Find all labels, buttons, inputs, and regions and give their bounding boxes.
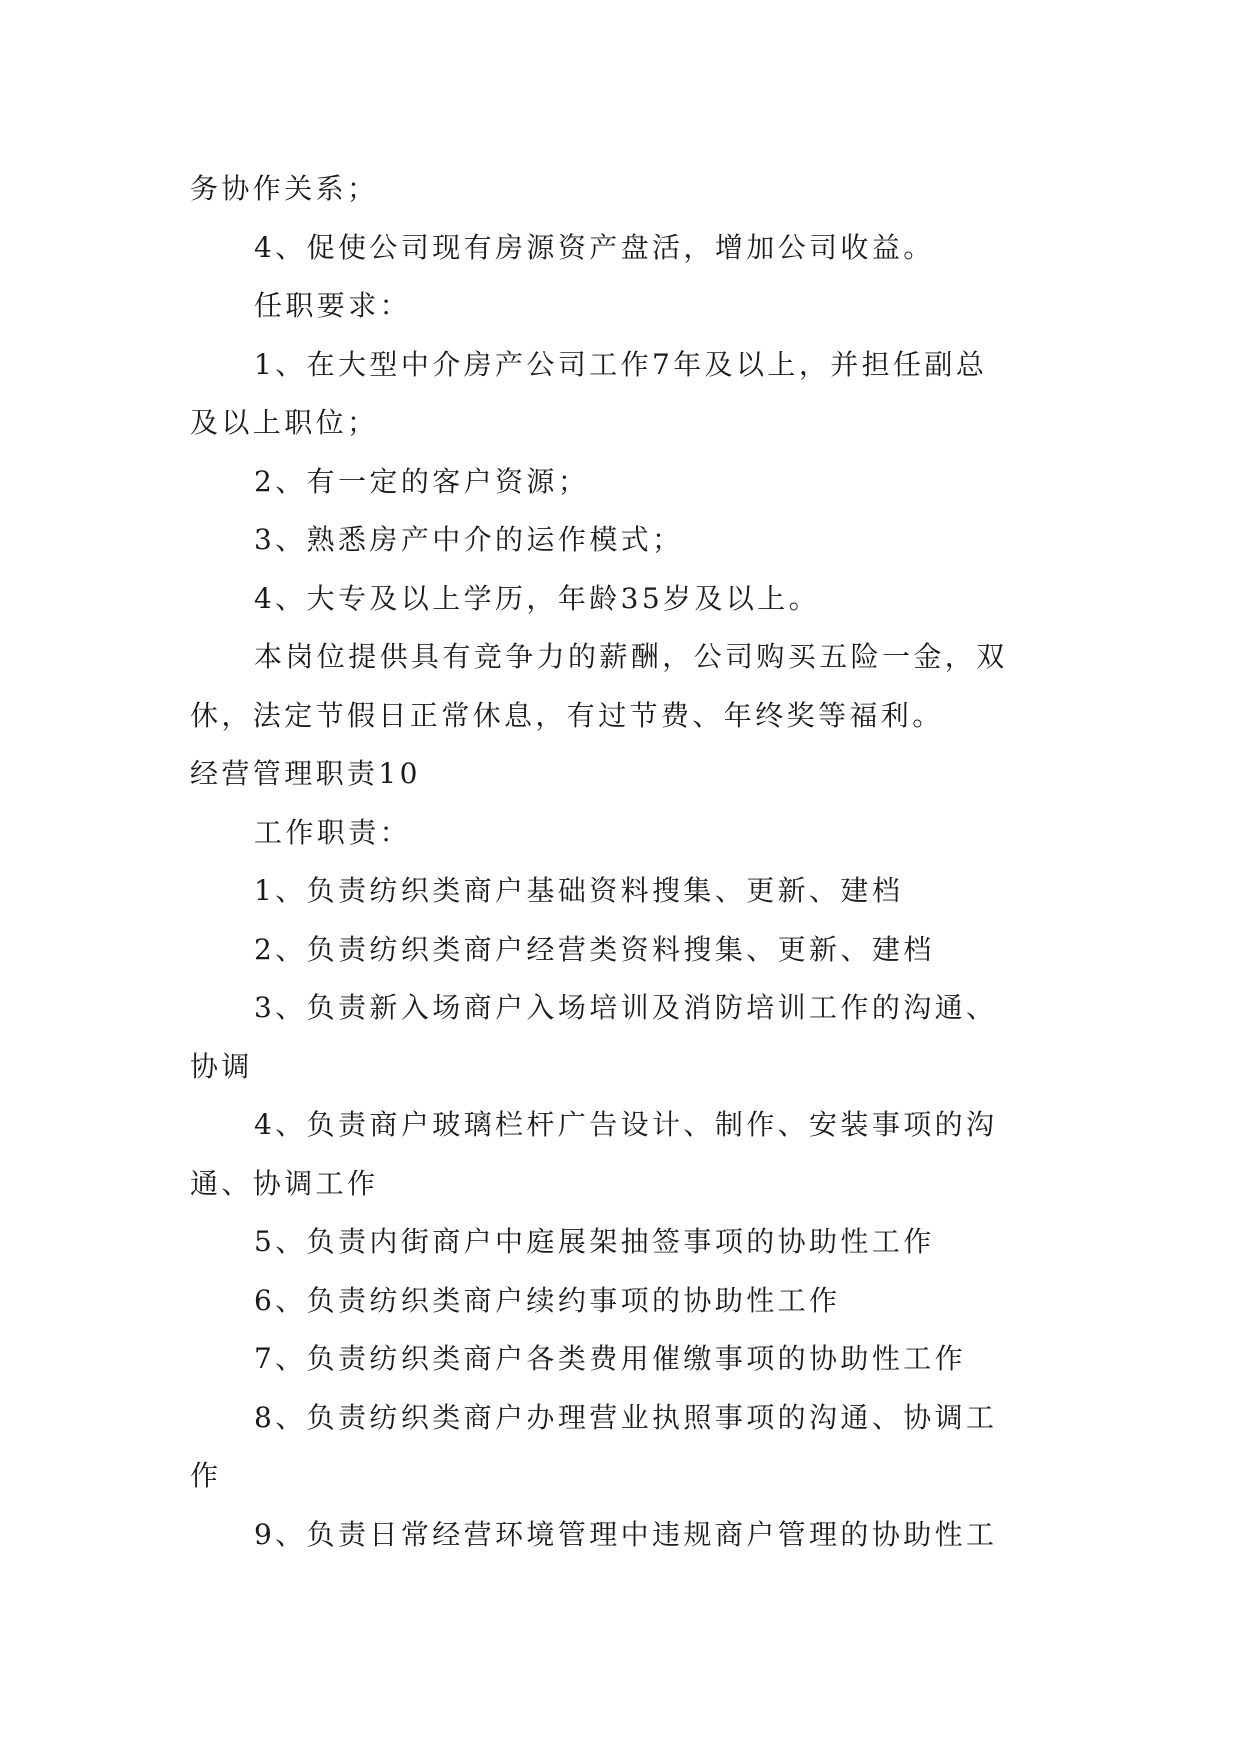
text-line: 2、有一定的客户资源； xyxy=(254,464,590,498)
text-line: 6、负责纺织类商户续约事项的协助性工作 xyxy=(254,1283,841,1317)
section-heading: 任职要求： xyxy=(254,289,412,322)
text-line: 通、协调工作 xyxy=(190,1166,379,1200)
text-line: 2、负责纺织类商户经营类资料搜集、更新、建档 xyxy=(254,932,935,966)
text-line: 及以上职位； xyxy=(190,406,379,439)
text-line: 5、负责内街商户中庭展架抽签事项的协助性工作 xyxy=(254,1225,935,1258)
text-line: 4、促使公司现有房源资产盘活，增加公司收益。 xyxy=(254,230,935,264)
text-line: 休，法定节假日正常休息，有过节费、年终奖等福利。 xyxy=(190,698,944,732)
text-line: 7、负责纺织类商户各类费用催缴事项的协助性工作 xyxy=(254,1342,967,1375)
text-line: 9、负责日常经营环境管理中违规商户管理的协助性工 xyxy=(254,1517,998,1551)
section-heading: 工作职责： xyxy=(254,815,412,849)
text-line: 1、负责纺织类商户基础资料搜集、更新、建档 xyxy=(254,874,904,907)
document-body xyxy=(190,160,1050,1564)
text-line: 1、在大型中介房产公司工作7年及以上，并担任副总 xyxy=(254,347,988,381)
text-line: 协调 xyxy=(190,1049,253,1083)
text-line: 作 xyxy=(190,1459,222,1492)
text-line: 务协作关系； xyxy=(190,172,379,205)
text-line: 4、负责商户玻璃栏杆广告设计、制作、安装事项的沟 xyxy=(254,1108,998,1141)
text-line: 8、负责纺织类商户办理营业执照事项的沟通、协调工 xyxy=(254,1400,998,1434)
text-line: 3、负责新入场商户入场培训及消防培训工作的沟通、 xyxy=(254,991,998,1024)
text-line: 本岗位提供具有竞争力的薪酬，公司购买五险一金，双 xyxy=(254,640,1008,673)
text-line: 4、大专及以上学历，年龄35岁及以上。 xyxy=(254,581,821,615)
document-heading: 经营管理职责10 xyxy=(190,757,421,790)
text-line: 3、熟悉房产中介的运作模式； xyxy=(254,523,684,556)
